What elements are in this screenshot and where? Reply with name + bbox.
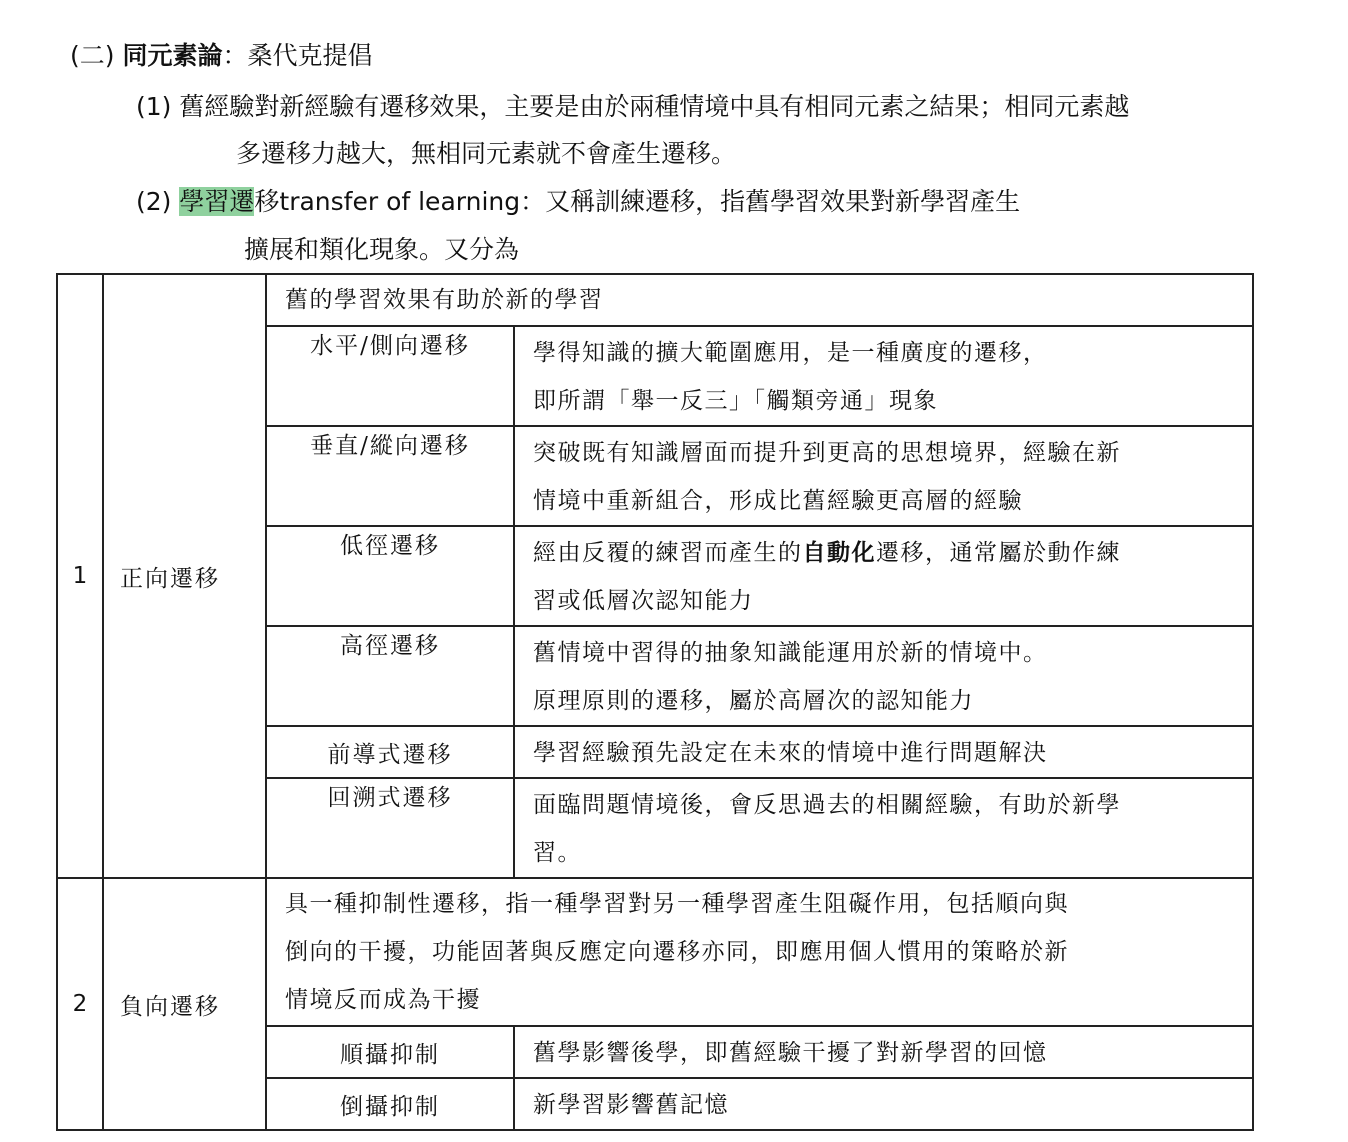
group-category: 負向遷移 [103, 878, 266, 1130]
desc-line: 學得知識的擴大範圍應用，是一種廣度的遷移， [533, 340, 1048, 366]
desc-text: 遷移，通常屬於動作練 [876, 540, 1121, 566]
group-number: 2 [57, 878, 103, 1130]
summary-line: 具一種抑制性遷移，指一種學習對另一種學習產生阻礙作用，包括順向與 [285, 891, 1069, 917]
section-title: 同元素論 [122, 41, 223, 70]
transfer-desc [514, 726, 1253, 778]
summary-line: 倒向的干擾，功能固著與反應定向遷移亦同，即應用個人慣用的策略於新 [285, 939, 1069, 965]
desc-line: 新學習影響舊記憶 [533, 1092, 729, 1118]
highlighted-text: 學習遷 [179, 187, 255, 216]
desc-line: 面臨問題情境後，會反思過去的相關經驗，有助於新學 [533, 792, 1121, 818]
transfer-desc [514, 326, 1253, 426]
point-2-number: (2) [136, 187, 172, 216]
desc-line: 習。 [533, 840, 582, 866]
desc-line: 原理原則的遷移，屬於高層次的認知能力 [533, 688, 974, 714]
group-summary [266, 878, 1253, 1026]
desc-line: 學習經驗預先設定在未來的情境中進行問題解決 [533, 740, 1048, 766]
section-colon: ： [222, 41, 248, 70]
section-heading [70, 40, 373, 72]
point-1-line-1 [136, 91, 1129, 123]
transfer-desc [514, 1078, 1253, 1130]
group-number: 1 [57, 274, 103, 878]
transfer-type: 倒攝抑制 [266, 1078, 514, 1130]
desc-line: 突破既有知識層面而提升到更高的思想境界，經驗在新 [533, 440, 1121, 466]
desc-line: 即所謂「舉一反三」「觸類旁通」現象 [533, 388, 938, 414]
section-number: (二) [70, 41, 115, 70]
transfer-table [56, 273, 1254, 1131]
desc-text: 經由反覆的練習而產生的 [533, 540, 803, 566]
desc-line: 舊情境中習得的抽象知識能運用於新的情境中。 [533, 640, 1048, 666]
transfer-desc [514, 526, 1253, 626]
transfer-type: 低徑遷移 [266, 526, 514, 626]
transfer-desc [514, 1026, 1253, 1078]
transfer-type: 水平/側向遷移 [266, 326, 514, 426]
transfer-type: 高徑遷移 [266, 626, 514, 726]
transfer-type: 前導式遷移 [266, 726, 514, 778]
point-2-line-1 [136, 186, 1020, 218]
section-proposer: 桑代克提倡 [247, 41, 373, 70]
transfer-desc [514, 778, 1253, 878]
point-1-text: 舊經驗對新經驗有遷移效果，主要是由於兩種情境中具有相同元素之結果；相同元素越 [179, 92, 1130, 121]
transfer-type: 回溯式遷移 [266, 778, 514, 878]
summary-line: 情境反而成為干擾 [285, 987, 481, 1013]
group-summary: 舊的學習效果有助於新的學習 [266, 274, 1253, 326]
desc-line [533, 529, 1252, 577]
table-row [57, 274, 1253, 326]
desc-line: 情境中重新組合，形成比舊經驗更高層的經驗 [533, 488, 1023, 514]
transfer-desc [514, 626, 1253, 726]
point-1-line-2: 多遷移力越大，無相同元素就不會產生遷移。 [236, 139, 737, 168]
desc-line: 舊學影響後學，即舊經驗干擾了對新學習的回憶 [533, 1040, 1048, 1066]
point-2-text: 移transfer of learning：又稱訓練遷移，指舊學習效果對新學習產生 [254, 187, 1021, 216]
desc-bold-text: 自動化 [802, 539, 876, 566]
point-2-line-2: 擴展和類化現象。又分為 [244, 235, 520, 264]
transfer-type: 順攝抑制 [266, 1026, 514, 1078]
group-category: 正向遷移 [103, 274, 266, 878]
table-row [57, 878, 1253, 1026]
transfer-type: 垂直/縱向遷移 [266, 426, 514, 526]
transfer-desc [514, 426, 1253, 526]
desc-line: 習或低層次認知能力 [533, 588, 754, 614]
point-1-number: (1) [136, 92, 172, 121]
